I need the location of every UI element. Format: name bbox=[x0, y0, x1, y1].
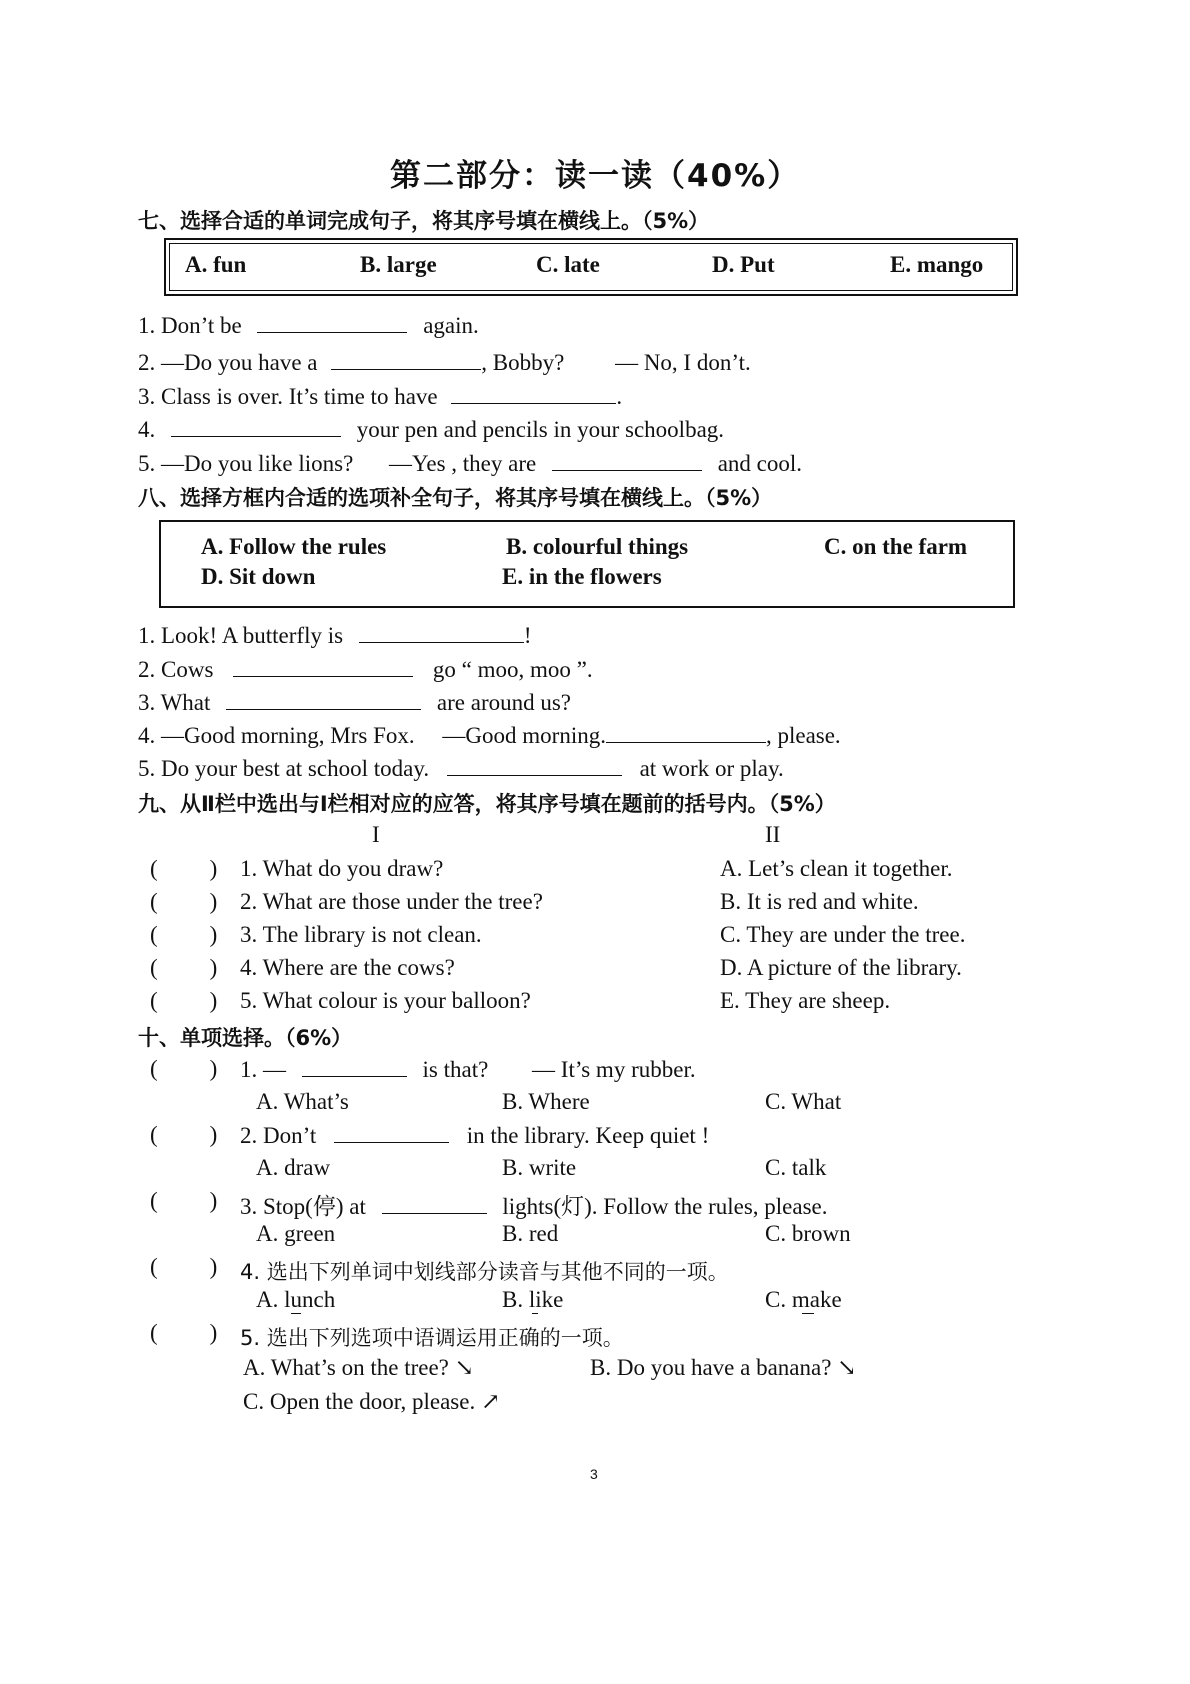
paren-open: ( bbox=[150, 1056, 158, 1081]
paren-open: ( bbox=[150, 889, 158, 914]
question-text: 1. Don’t be bbox=[138, 313, 242, 338]
mcq-option[interactable]: C. brown bbox=[765, 1221, 851, 1246]
section-9-heading: 九、从Ⅱ栏中选出与Ⅰ栏相对应的应答，将其序号填在题前的括号内。（5%） bbox=[138, 792, 836, 816]
word-option: D. Put bbox=[712, 252, 775, 277]
mcq-option[interactable]: B. like bbox=[502, 1287, 564, 1312]
mcq-3 bbox=[240, 1188, 828, 1221]
question-text: ! bbox=[523, 623, 532, 648]
answer-blank[interactable] bbox=[334, 1122, 449, 1143]
answer-blank[interactable] bbox=[233, 656, 413, 677]
question-7-4 bbox=[138, 416, 724, 443]
question-8-2 bbox=[138, 656, 593, 683]
answer-text: — It’s my rubber. bbox=[532, 1057, 696, 1082]
answer-paren[interactable] bbox=[150, 1056, 217, 1082]
paren-close: ) bbox=[209, 856, 218, 881]
paren-open: ( bbox=[150, 955, 158, 980]
question-text: 5. Do your best at school today. bbox=[138, 756, 430, 781]
answer-blank[interactable] bbox=[359, 622, 524, 643]
mcq-option[interactable]: A. lunch bbox=[256, 1287, 336, 1312]
answer-paren[interactable] bbox=[150, 955, 217, 981]
answer-blank[interactable] bbox=[302, 1056, 407, 1077]
question-text: at work or play. bbox=[639, 756, 784, 781]
mcq-option[interactable]: A. What’s bbox=[256, 1089, 349, 1114]
question-8-5 bbox=[138, 755, 784, 782]
answer-blank[interactable] bbox=[257, 312, 407, 333]
mcq-option[interactable]: B. write bbox=[502, 1155, 577, 1180]
section-8-heading: 八、选择方框内合适的选项补全句子，将其序号填在横线上。（5%） bbox=[138, 486, 773, 510]
answer-blank[interactable] bbox=[226, 689, 421, 710]
column-2-item: D. A picture of the library. bbox=[720, 955, 962, 980]
mcq-option[interactable]: B. Do you have a banana? ↘ bbox=[590, 1355, 857, 1380]
paren-open: ( bbox=[150, 922, 158, 947]
question-8-4 bbox=[138, 722, 841, 749]
answer-paren[interactable] bbox=[150, 889, 217, 915]
paren-open: ( bbox=[150, 1254, 158, 1279]
underline-mark bbox=[532, 1313, 538, 1314]
answer-paren[interactable] bbox=[150, 856, 217, 882]
mcq-option[interactable]: A. green bbox=[256, 1221, 336, 1246]
answer-text: — No, I don’t. bbox=[615, 350, 751, 375]
section-7-heading: 七、选择合适的单词完成句子，将其序号填在横线上。（5%） bbox=[138, 209, 710, 233]
column-1-item: 1. What do you draw? bbox=[240, 856, 444, 881]
paren-close: ) bbox=[209, 1122, 218, 1147]
paren-open: ( bbox=[150, 1188, 158, 1213]
phrase-option: E. in the flowers bbox=[502, 564, 662, 589]
column-2-header: II bbox=[765, 822, 781, 847]
answer-blank[interactable] bbox=[451, 383, 616, 404]
answer-paren[interactable] bbox=[150, 988, 217, 1014]
paren-open: ( bbox=[150, 988, 158, 1013]
phrase-option: B. colourful things bbox=[506, 534, 689, 559]
answer-paren[interactable] bbox=[150, 1320, 217, 1346]
paren-close: ) bbox=[209, 1254, 218, 1279]
phrase-option: A. Follow the rules bbox=[201, 534, 387, 559]
page-number: 3 bbox=[590, 1466, 598, 1482]
column-2-item: B. It is red and white. bbox=[720, 889, 919, 914]
question-7-2 bbox=[138, 349, 751, 376]
mcq-option[interactable]: C. make bbox=[765, 1287, 842, 1312]
phrase-option: C. on the farm bbox=[824, 534, 968, 559]
word-option: B. large bbox=[360, 252, 437, 277]
paren-open: ( bbox=[150, 1320, 158, 1345]
mcq-option[interactable]: B. Where bbox=[502, 1089, 590, 1114]
column-1-item: 4. Where are the cows? bbox=[240, 955, 455, 980]
question-text: 2. Don’t bbox=[240, 1123, 317, 1148]
column-1-item: 5. What colour is your balloon? bbox=[240, 988, 531, 1013]
word-option: C. late bbox=[536, 252, 600, 277]
mcq-4: 4. 选出下列单词中划线部分读音与其他不同的一项。 bbox=[240, 1260, 729, 1284]
question-text: 2. —Do you have a bbox=[138, 350, 318, 375]
question-text: 4. bbox=[138, 417, 156, 442]
paren-close: ) bbox=[209, 988, 218, 1013]
question-text: your pen and pencils in your schoolbag. bbox=[356, 417, 725, 442]
column-2-item: A. Let’s clean it together. bbox=[720, 856, 953, 881]
question-text: in the library. Keep quiet ! bbox=[466, 1123, 710, 1148]
question-text: go “ moo, moo ”. bbox=[432, 657, 593, 682]
answer-text: —Good morning. bbox=[442, 723, 606, 748]
question-text: . bbox=[616, 384, 623, 409]
question-text: again. bbox=[423, 313, 479, 338]
paren-close: ) bbox=[209, 922, 218, 947]
mcq-option[interactable]: A. draw bbox=[256, 1155, 331, 1180]
question-text: , please. bbox=[765, 723, 841, 748]
paren-open: ( bbox=[150, 1122, 158, 1147]
question-text: 4. —Good morning, Mrs Fox. bbox=[138, 723, 415, 748]
question-7-5 bbox=[138, 450, 802, 477]
answer-paren[interactable] bbox=[150, 922, 217, 948]
mcq-option[interactable]: A. What’s on the tree? ↘ bbox=[243, 1355, 474, 1380]
paren-close: ) bbox=[209, 1056, 218, 1081]
column-1-item: 3. The library is not clean. bbox=[240, 922, 482, 947]
question-text: 1. — bbox=[240, 1057, 286, 1082]
answer-paren[interactable] bbox=[150, 1188, 217, 1214]
answer-blank[interactable] bbox=[447, 755, 622, 776]
page-title: 第二部分：读一读（40%） bbox=[390, 158, 801, 194]
mcq-option[interactable]: B. red bbox=[502, 1221, 559, 1246]
answer-blank[interactable] bbox=[552, 450, 702, 471]
question-text: lights(灯). Follow the rules, please. bbox=[502, 1194, 828, 1219]
question-8-3 bbox=[138, 689, 571, 716]
paren-close: ) bbox=[209, 1320, 218, 1345]
question-text: 3. What bbox=[138, 690, 211, 715]
mcq-option[interactable]: C. Open the door, please. ↗ bbox=[243, 1389, 501, 1414]
answer-blank[interactable] bbox=[331, 349, 481, 370]
answer-blank[interactable] bbox=[382, 1193, 487, 1214]
question-text: is that? bbox=[422, 1057, 489, 1082]
paren-close: ) bbox=[209, 1188, 218, 1213]
paren-close: ) bbox=[209, 889, 218, 914]
question-text: 1. Look! A butterfly is bbox=[138, 623, 344, 648]
mcq-5: 5. 选出下列选项中语调运用正确的一项。 bbox=[240, 1326, 624, 1350]
question-text: 3. Class is over. It’s time to have bbox=[138, 384, 438, 409]
question-7-3 bbox=[138, 383, 622, 410]
underline-mark bbox=[802, 1313, 814, 1314]
question-text: 3. Stop(停) at bbox=[240, 1194, 366, 1219]
answer-blank[interactable] bbox=[171, 416, 341, 437]
mcq-2 bbox=[240, 1122, 709, 1149]
question-7-1 bbox=[138, 312, 479, 339]
question-text: 5. —Do you like lions? bbox=[138, 451, 354, 476]
question-text: , Bobby? bbox=[481, 350, 565, 375]
paren-close: ) bbox=[209, 955, 218, 980]
column-1-item: 2. What are those under the tree? bbox=[240, 889, 543, 914]
question-text: 2. Cows bbox=[138, 657, 214, 682]
column-1-header: I bbox=[372, 822, 380, 847]
phrase-option: D. Sit down bbox=[201, 564, 316, 589]
answer-paren[interactable] bbox=[150, 1254, 217, 1280]
answer-text: —Yes , they are bbox=[389, 451, 537, 476]
question-text: and cool. bbox=[717, 451, 803, 476]
question-text: are around us? bbox=[436, 690, 572, 715]
word-option: E. mango bbox=[890, 252, 984, 277]
section-10-heading: 十、单项选择。（6%） bbox=[138, 1026, 353, 1050]
word-option: A. fun bbox=[185, 252, 247, 277]
mcq-option[interactable]: C. talk bbox=[765, 1155, 827, 1180]
column-2-item: E. They are sheep. bbox=[720, 988, 891, 1013]
answer-blank[interactable] bbox=[606, 722, 766, 743]
answer-paren[interactable] bbox=[150, 1122, 217, 1148]
question-8-1 bbox=[138, 622, 532, 649]
mcq-1 bbox=[240, 1056, 696, 1083]
mcq-option[interactable]: C. What bbox=[765, 1089, 842, 1114]
underline-mark bbox=[291, 1313, 301, 1314]
column-2-item: C. They are under the tree. bbox=[720, 922, 966, 947]
paren-open: ( bbox=[150, 856, 158, 881]
